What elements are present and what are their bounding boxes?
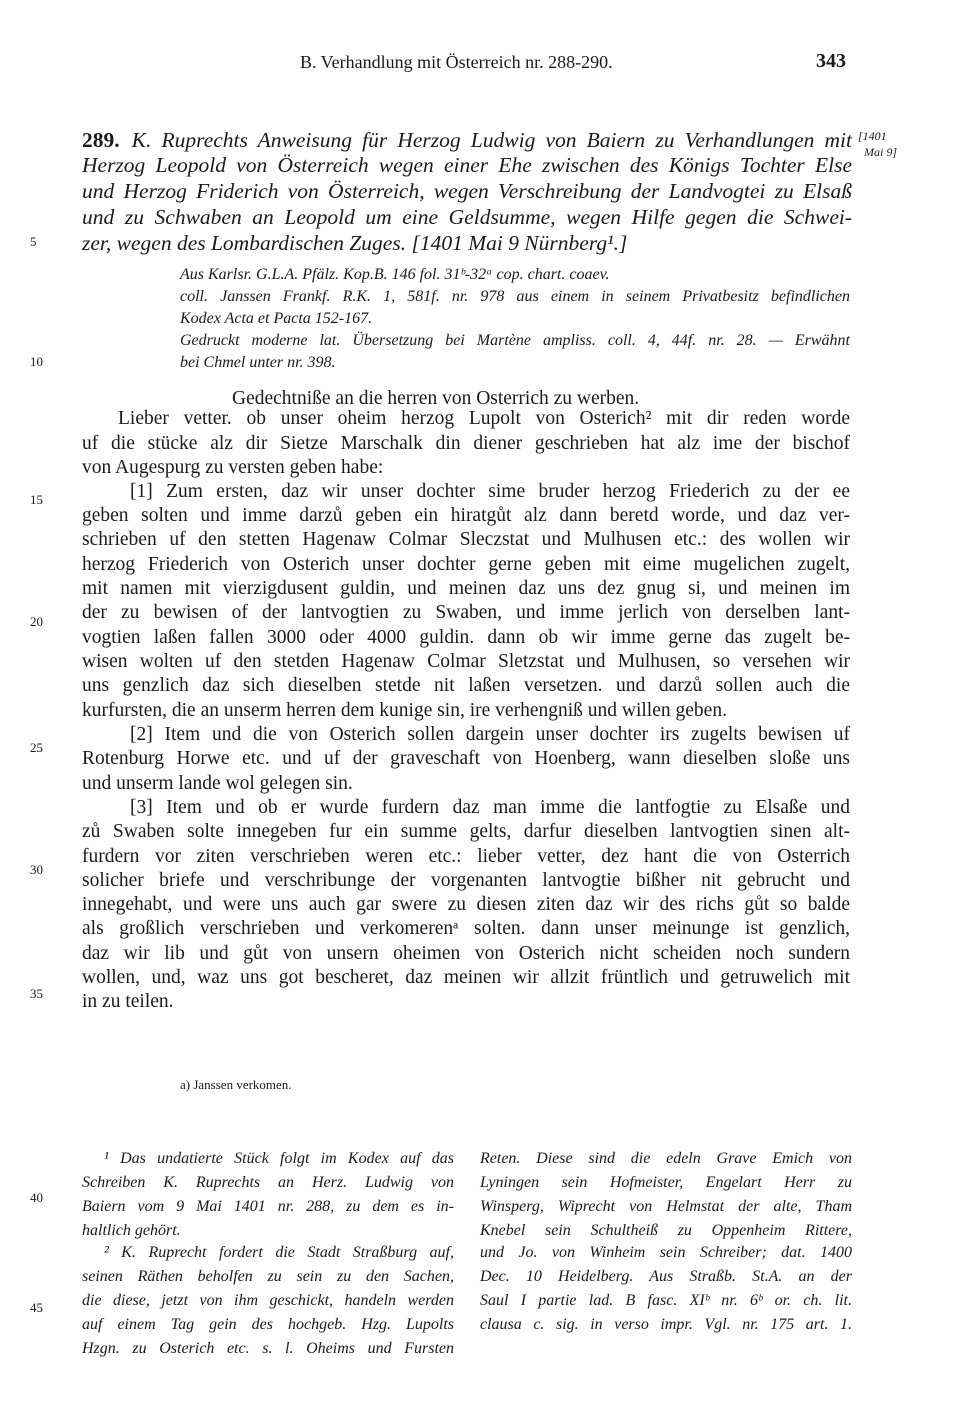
text-line: [130, 724, 850, 746]
text-line: [82, 578, 850, 600]
footnote-line-text: auf einem Tag gein des hochgeb. Hzg. Lupolts: [82, 1316, 454, 1333]
apparatus-note: a) Janssen verkomen.: [180, 1077, 292, 1092]
footnote-line: [82, 1268, 454, 1286]
source-note-line: [180, 288, 850, 306]
source-note-text: Gedruckt moderne lat. Übersetzung bei Martène ampliss. coll. 4, 44f. nr. 28. — Erwähnt: [180, 332, 850, 349]
line-number: 45: [30, 1300, 43, 1315]
footnote-line-text: Hzgn. zu Osterich etc. s. l. Oheims und Fursten: [82, 1340, 454, 1357]
regest-line-text: und Herzog Friderich von Österreich, wegen Verschreibung der Landvogtei zu Elsaß: [82, 179, 852, 203]
text-line: [82, 529, 850, 551]
line-number: 10: [30, 354, 43, 369]
text-line: [82, 918, 850, 940]
running-header: [0, 46, 960, 76]
footnote-line-text: Knebel sein Schultheiß zu Oppenheim Rittere,: [480, 1222, 852, 1239]
footnote-line-text: die diese, jetzt von ihm geschickt, handeln werden: [82, 1292, 454, 1309]
text-line-content: kurfursten, die an unserm herren dem kunige sin, ire verhengniß und willen geben.: [82, 700, 727, 721]
footnote-line: [82, 1222, 454, 1240]
text-line: [82, 991, 850, 1013]
text-line-content: vogtien laßen fallen 3000 oder 4000 guldin. dann ob wir imme gerne das zugelt be-: [82, 627, 850, 648]
text-line-content: in zu teilen.: [82, 991, 174, 1012]
footnote-line-text: Winsperg, Wiprecht von Helmstat der alte, Tham: [480, 1198, 852, 1215]
margin-note-line: [1401: [858, 129, 887, 143]
regest-line-text: Herzog Leopold von Österreich wegen einer Ehe zwischen des Königs Tochter Else: [82, 153, 852, 177]
footnote-line-text: seinen Räthen beholfen zu sein zu den Sachen,: [82, 1268, 454, 1285]
regest-line-text: zer, wegen des Lombardischen Zuges. [1401 Mai 9 Nürnberg¹.]: [82, 231, 628, 255]
footnote-line: [82, 1316, 454, 1334]
text-line: [82, 651, 850, 673]
footnote-line: [82, 1340, 454, 1358]
text-line: [82, 967, 850, 989]
regest-line: [82, 205, 852, 230]
page-number: 343: [816, 50, 846, 72]
text-line: [82, 627, 850, 649]
footnote-line-text: haltlich gehört.: [82, 1222, 181, 1239]
line-number: 20: [30, 614, 43, 629]
footnote-line: [104, 1150, 454, 1168]
regest-line: [82, 153, 852, 178]
text-line: [82, 821, 850, 843]
footnote-line: [480, 1316, 852, 1334]
text-heading: Gedechtniße an die herren von Osterrich zu werben.: [232, 388, 640, 409]
text-line: [130, 797, 850, 819]
footnote-line-text: Dec. 10 Heidelberg. Aus Straßb. St.A. an der: [480, 1268, 852, 1285]
footnote-line: [480, 1174, 852, 1192]
text-line-content: [2] Item und die von Osterich sollen dargein unser dochter irs zugelts bewisen uf: [130, 724, 850, 745]
text-line: [82, 870, 850, 892]
text-line-content: Lieber vetter. ob unser oheim herzog Lupolt von Osterich² mit dir reden worde: [118, 408, 850, 429]
footnote-line: [480, 1150, 852, 1168]
footnote-line: [104, 1244, 454, 1262]
text-line-content: von Augespurg zu versten geben habe:: [82, 457, 384, 478]
regest-line: [82, 231, 852, 256]
text-line-content: der zu bewisen of der lantvogtien zu Swaben, und imme jerlich von derselben lant-: [82, 602, 850, 623]
source-note-line: [180, 354, 850, 372]
source-note-text: Aus Karlsr. G.L.A. Pfälz. Kop.B. 146 fol. 31ᵇ-32ᵃ cop. chart. coaev.: [180, 266, 610, 283]
footnote-line-text: und Jo. von Winheim sein Schreiber; dat. 1400: [480, 1244, 852, 1261]
text-line-content: uns genzlich daz sich dieselben stetde nit laßen versetzen. und darzů sollen auch die: [82, 675, 850, 696]
text-line-content: daz wir lib und gůt von unsern oheimen von Osterich nicht scheiden noch sundern: [82, 943, 850, 964]
footnote-line-text: Saul I partie lad. B fasc. XIᵇ nr. 6ᵇ or. ch. lit.: [480, 1292, 852, 1309]
text-line-content: schrieben uf den stetten Hagenaw Colmar Sleczstat und Mulhusen etc.: des wollen wir: [82, 529, 850, 550]
footnote-line: [82, 1292, 454, 1310]
text-line: [82, 943, 850, 965]
regest-number: 289.: [82, 128, 120, 152]
text-line: [82, 675, 850, 697]
text-line-content: wisen wolten uf den stetden Hagenaw Colmar Sletzstat und Mulhusen, so versehen wir: [82, 651, 850, 672]
margin-date-note: [858, 128, 897, 160]
text-line: [82, 700, 850, 722]
text-line: [82, 602, 850, 624]
text-line-content: solicher briefe und verschribunge der vorgenanten lantvogtie bißher nit gebrucht und: [82, 870, 850, 891]
line-number: 25: [30, 740, 43, 755]
source-note-text: coll. Janssen Frankf. R.K. 1, 581f. nr. 978 aus einem in seinem Privatbesitz befindlichen: [180, 288, 850, 305]
text-line: [82, 554, 850, 576]
line-number: 35: [30, 986, 43, 1001]
text-line: [82, 457, 850, 479]
footnote-line-text: Baiern vom 9 Mai 1401 nr. 288, zu dem es in-: [82, 1198, 454, 1215]
source-note-line: [180, 310, 850, 328]
footnote-line: [480, 1268, 852, 1286]
footnote-line-text: ¹ Das undatierte Stück folgt im Kodex auf das: [104, 1150, 454, 1167]
text-line: [82, 505, 850, 527]
text-line: [82, 748, 850, 770]
footnote-line-text: Lyningen sein Hofmeister, Engelart Herr zu: [480, 1174, 852, 1191]
footnote-line-text: Schreiben K. Ruprechts an Herz. Ludwig von: [82, 1174, 454, 1191]
line-number: 5: [30, 234, 37, 249]
text-line-content: furdern vor ziten verschrieben weren etc.: lieber vetter, dez hant die von Osterrich: [82, 846, 850, 867]
regest-line-text: und zu Schwaben an Leopold um eine Geldsumme, wegen Hilfe gegen die Schwei-: [82, 205, 852, 229]
text-line-content: Rotenburg Horwe etc. und uf der graveschaft von Hoenberg, wann dieselben sloße uns: [82, 748, 850, 769]
text-line-content: als großlich verschrieben und verkomerenᵃ solten. dann unser meinunge ist genzlich,: [82, 918, 850, 939]
margin-note-line: Mai 9]: [864, 145, 897, 159]
text-line: [130, 481, 850, 503]
regest-line: [82, 179, 852, 204]
footnote-line: [480, 1222, 852, 1240]
text-line-content: herzog Friederich von Osterich unser dochter gerne geben mit eime mugelichen zugelt,: [82, 554, 850, 575]
source-note-text: bei Chmel unter nr. 398.: [180, 354, 336, 371]
text-line-content: zů Swaben solte innegeben fur ein summe gelts, darfur dieselben lantvogtien sinen alt-: [82, 821, 850, 842]
text-line: [82, 433, 850, 455]
running-title: B. Verhandlung mit Österreich nr. 288-290.: [300, 52, 613, 72]
source-note-line: [180, 332, 850, 350]
footnote-line-text: ² K. Ruprecht fordert die Stadt Straßburg auf,: [104, 1244, 454, 1261]
regest-line: [82, 128, 852, 153]
text-line-content: innegehabt, und were uns auch gar swere zu diesen ziten daz wir des richs gůt so balde: [82, 894, 850, 915]
text-line-content: [1] Zum ersten, daz wir unser dochter sime bruder herzog Friederich zu der ee: [130, 481, 850, 502]
text-line-content: mit namen mit vierzigdusent guldin, und meinen daz uns dez gnug si, und meinen im: [82, 578, 850, 599]
text-line-content: geben solten und imme darzů geben ein hiratgůt alz dann beretd worde, und daz ver-: [82, 505, 850, 526]
line-number: 15: [30, 492, 43, 507]
source-note-line: [180, 266, 850, 284]
footnote-line: [480, 1198, 852, 1216]
text-line-content: und unserm lande wol gelegen sin.: [82, 773, 353, 794]
footnote-line: [480, 1292, 852, 1310]
text-line: [118, 408, 850, 430]
footnote-line-text: Reten. Diese sind die edeln Grave Emich von: [480, 1150, 852, 1167]
footnote-line: [82, 1174, 454, 1192]
line-number: 30: [30, 862, 43, 877]
text-line-content: wollen, und, waz uns got bescheret, daz meinen wir allzit früntlich und getruwelich mit: [82, 967, 850, 988]
footnote-line: [82, 1198, 454, 1216]
footnote-line-text: clausa c. sig. in verso impr. Vgl. nr. 175 art. 1.: [480, 1316, 852, 1333]
line-number: 40: [30, 1190, 43, 1205]
source-note-text: Kodex Acta et Pacta 152-167.: [180, 310, 373, 327]
text-line-content: [3] Item und ob er wurde furdern daz man imme die lantfogtie zu Elsaße und: [130, 797, 850, 818]
text-line: [82, 773, 850, 795]
text-line-content: uf die stücke alz dir Sietze Marschalk din diener geschrieben hat alz ime der bischof: [82, 433, 850, 454]
regest-line-text: K. Ruprechts Anweisung für Herzog Ludwig von Baiern zu Verhandlungen mit: [131, 128, 852, 152]
text-line: [82, 846, 850, 868]
footnote-line: [480, 1244, 852, 1262]
text-line: [82, 894, 850, 916]
